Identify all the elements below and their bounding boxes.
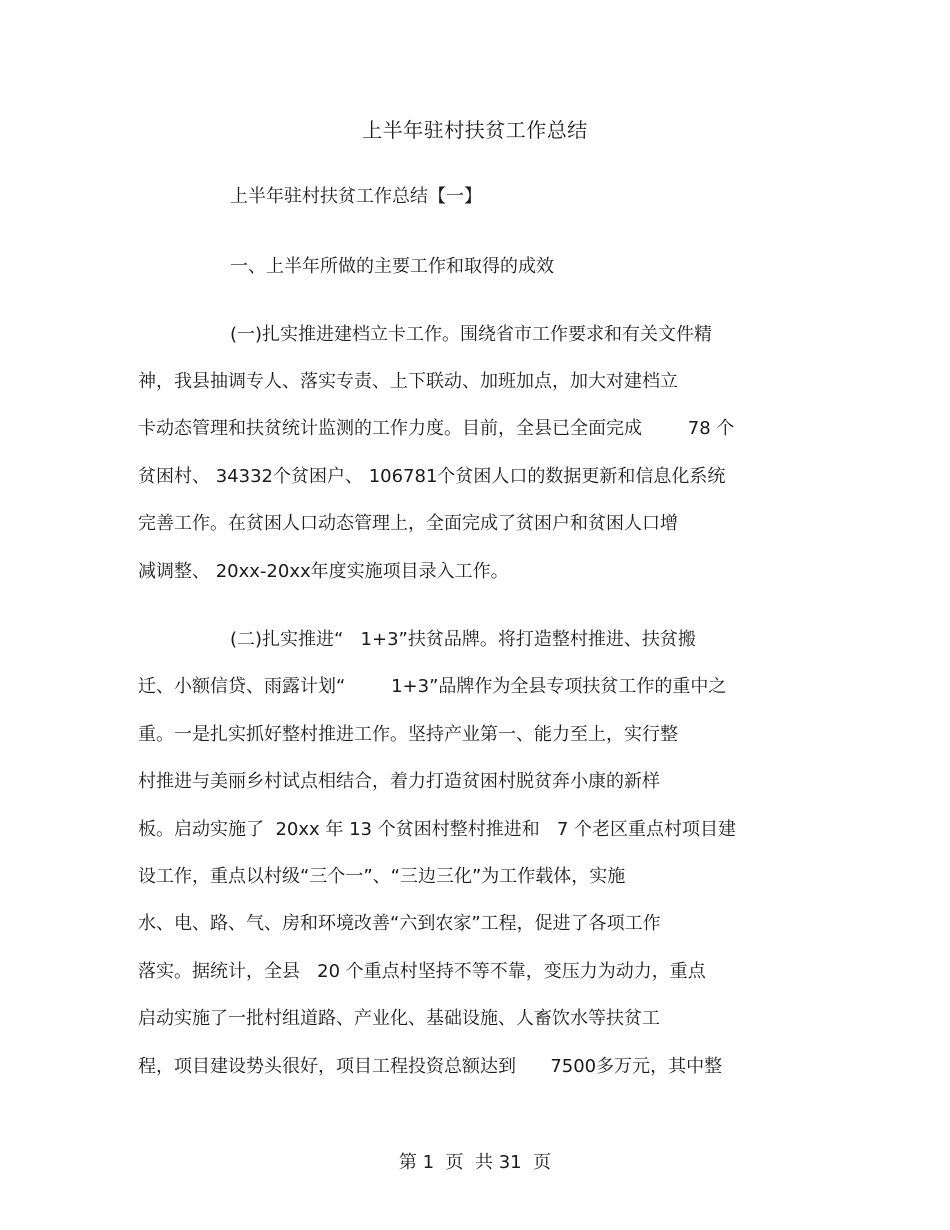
paragraph1-line: 完善工作。在贫困人口动态管理上，全面完成了贫困户和贫困人口增 — [138, 513, 678, 534]
paragraph2-line: 板。启动实施了 20xx 年 13 个贫困村整村推进和 7 个老区重点村项目建 — [138, 819, 737, 840]
paragraph1-line: 卡动态管理和扶贫统计监测的工作力度。目前，全县已全面完成 78 个 — [138, 418, 735, 439]
document-subtitle: 上半年驻村扶贫工作总结【一】 — [230, 186, 482, 207]
paragraph2-line: 水、电、路、气、房和环境改善“六到农家”工程，促进了各项工作 — [138, 913, 661, 934]
paragraph2-line: 落实。据统计，全县 20 个重点村坚持不等不靠，变压力为动力，重点 — [138, 961, 706, 982]
paragraph2-line: 启动实施了一批村组道路、产业化、基础设施、人畜饮水等扶贫工 — [138, 1008, 660, 1029]
paragraph2-line: 村推进与美丽乡村试点相结合，着力打造贫困村脱贫奔小康的新样 — [138, 771, 660, 792]
paragraph2-line: 程，项目建设势头很好，项目工程投资总额达到 7500多万元，其中整 — [138, 1056, 723, 1077]
document-title: 上半年驻村扶贫工作总结 — [362, 118, 588, 142]
paragraph1-line: 贫困村、 34332个贫困户、 106781个贫困人口的数据更新和信息化系统 — [138, 466, 726, 487]
paragraph1-line: 减调整、 20xx-20xx年度实施项目录入工作。 — [138, 561, 509, 582]
paragraph2-line: 重。一是扎实抓好整村推进工作。坚持产业第一、能力至上，实行整 — [138, 724, 678, 745]
section-heading: 一、上半年所做的主要工作和取得的成效 — [230, 256, 554, 277]
paragraph2-line: 迁、小额信贷、雨露计划“ 1+3”品牌作为全县专项扶贫工作的重中之 — [138, 676, 727, 697]
paragraph2-line: 设工作，重点以村级“三个一”、“三边三化”为工作载体，实施 — [138, 866, 626, 887]
paragraph2-line: (二)扎实推进“ 1+3”扶贫品牌。将打造整村推进、扶贫搬 — [230, 629, 696, 650]
paragraph1-line: 神，我县抽调专人、落实专责、上下联动、加班加点，加大对建档立 — [138, 371, 678, 392]
paragraph1-line: (一)扎实推进建档立卡工作。围绕省市工作要求和有关文件精 — [230, 324, 713, 345]
page-number-footer: 第 1 页 共 31 页 — [398, 1152, 552, 1173]
